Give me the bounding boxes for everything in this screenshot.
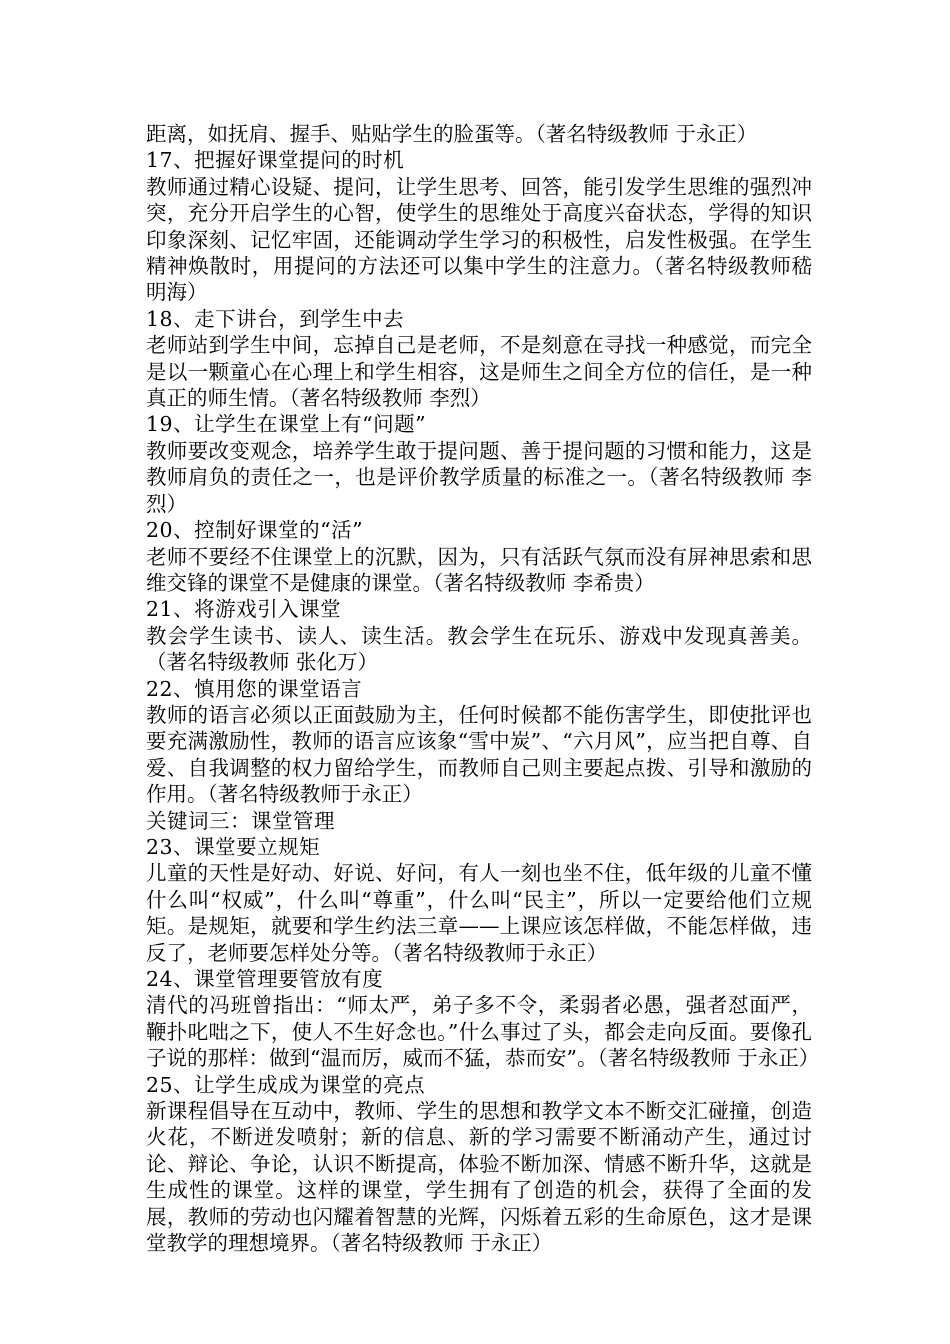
paragraph-19: 教师要改变观念，培养学生敢于提问题、善于提问题的习惯和能力，这是教师肩负的责任之一，也是评价教学质量的标准之一。（著名特级教师 李烈） [146,438,812,516]
paragraph-22: 教师的语言必须以正面鼓励为主，任何时候都不能伤害学生，即使批评也要充满激励性，教师的语言应该象“雪中炭”、“六月风”，应当把自尊、自爱、自我调整的权力留给学生，而教师自己则主要起点拨、引导和激励的作用。（著名特级教师于永正） [146,702,812,807]
document-page [146,121,820,1256]
section-heading-25: 25、让学生成成为课堂的亮点 [146,1072,426,1097]
paragraph-20: 老师不要经不住课堂上的沉默，因为，只有活跃气氛而没有屏神思索和思维交锋的课堂不是健康的课堂。（著名特级教师 李希贵） [146,544,812,595]
paragraph-18: 老师站到学生中间，忘掉自己是老师，不是刻意在寻找一种感觉，而完全是以一颗童心在心理上和学生相容，这是师生之间全方位的信任，是一种真正的师生情。（著名特级教师 李烈） [146,333,812,411]
section-heading-19: 19、让学生在课堂上有“问题” [146,412,427,437]
section-heading-20: 20、控制好课堂的“活” [146,518,364,543]
section-heading-21: 21、将游戏引入课堂 [146,597,342,622]
section-heading-18: 18、走下讲台，到学生中去 [146,306,405,331]
section-heading-22: 22、慎用您的课堂语言 [146,676,363,701]
paragraph-24: 清代的冯班曾指出：“师太严，弟子多不令，柔弱者必愚，强者怼面严，鞭扑叱咄之下，使人不生好念也。”什么事过了头，都会走向反面。要像孔子说的那样：做到“温而厉，威而不猛，恭而安”。（著名特级教师 于永正） [146,993,820,1071]
paragraph-21: 教会学生读书、读人、读生活。教会学生在玩乐、游戏中发现真善美。（著名特级教师 张化万） [146,623,812,675]
keyword-heading-3: 关键词三：课堂管理 [146,808,335,833]
section-heading-17: 17、把握好课堂提问的时机 [146,148,405,173]
section-heading-23: 23、课堂要立规矩 [146,834,321,859]
section-heading-24: 24、课堂管理要管放有度 [146,967,384,991]
paragraph-25: 新课程倡导在互动中，教师、学生的思想和教学文本不断交汇碰撞，创造火花，不断迸发喷射；新的信息、新的学习需要不断涌动产生，通过讨论、辩论、争论，认识不断提高，体验不断加深、情感不断升华，这就是生成性的课堂。这样的课堂，学生拥有了创造的机会，获得了全面的发展，教师的劳动也闪耀着智慧的光辉，闪烁着五彩的生命原色，这才是课堂教学的理想境界。（著名特级教师 于永正） [146,1099,812,1256]
paragraph-continuation: 距离，如抚肩、握手、贴贴学生的脸蛋等。（著名特级教师 于永正） [146,122,758,146]
paragraph-17: 教师通过精心设疑、提问，让学生思考、回答，能引发学生思维的强烈冲突，充分开启学生的心智，使学生的思维处于高度兴奋状态，学得的知识印象深刻、记忆牢固，还能调动学生学习的积极性，启发性极强。在学生精神焕散时，用提问的方法还可以集中学生的注意力。（著名特级教师嵇明海） [146,174,812,305]
paragraph-23: 儿童的天性是好动、好说、好问，有人一刻也坐不住，低年级的儿童不懂什么叫“权威”，什么叫“尊重”，什么叫“民主”，所以一定要给他们立规矩。是规矩，就要和学生约法三章——上课应该怎样做，不能怎样做，违反了，老师要怎样处分等。（著名特级教师于永正） [146,861,812,965]
